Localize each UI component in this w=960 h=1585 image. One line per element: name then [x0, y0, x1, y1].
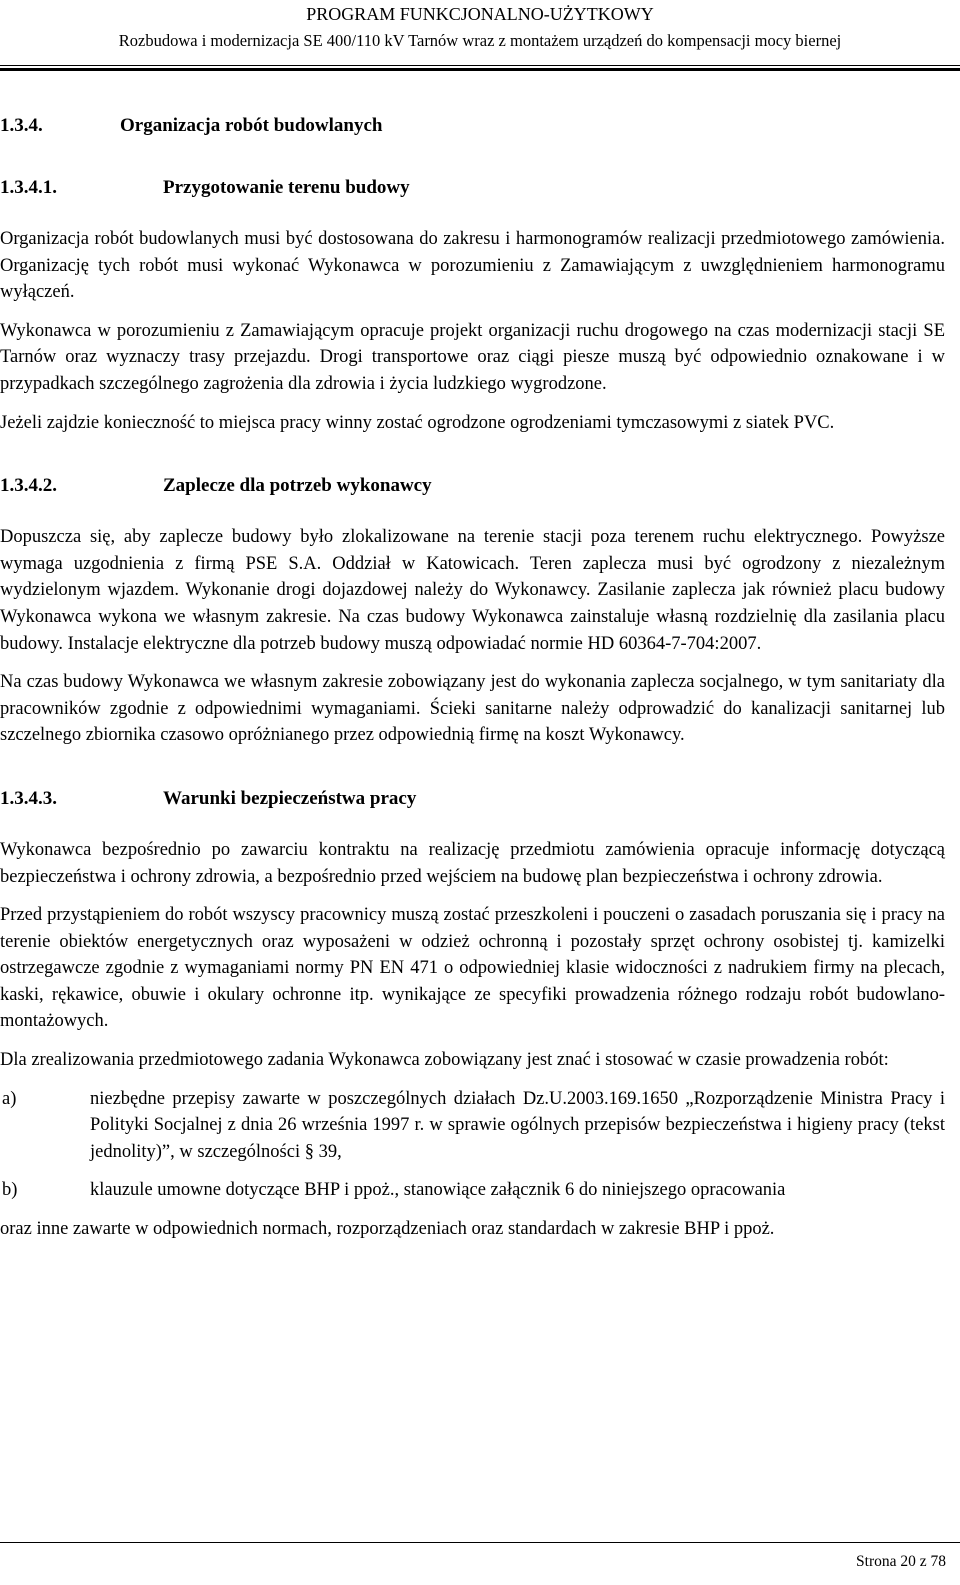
subsection-heading-1: [0, 176, 945, 200]
section-title: Organizacja robót budowlanych: [120, 115, 383, 136]
header-rule-thick: [0, 68, 960, 71]
header-subtitle: Rozbudowa i modernizacja SE 400/110 kV Tarnów wraz z montażem urządzeń do kompensacji mocy biernej: [118, 31, 842, 50]
paragraph: Na czas budowy Wykonawca we własnym zakresie zobowiązany jest do wykonania zaplecza socjalnego, w tym sanitariaty dla pracowników zgodnie z odpowiednimi wymaganiami. Ścieki sanitarne należy odprowadzić do kanalizacji sanitarnej lub szczelnego zbiornika czasowo opróżnianego przez odpowiednią firmę na koszt Wykonawcy.: [0, 672, 945, 746]
footer-rule: [0, 1542, 960, 1543]
subsection-number-3: 1.3.4.3.: [0, 787, 57, 809]
list-item-text: klauzule umowne dotyczące BHP i ppoż., stanowiące załącznik 6 do niniejszego opracowania: [90, 1180, 786, 1201]
subsection-title-1: Przygotowanie terenu budowy: [163, 177, 410, 198]
list-item: [0, 1086, 945, 1166]
page-number: Strona 20 z 78: [856, 1553, 946, 1570]
header-title: PROGRAM FUNKCJONALNO-UŻYTKOWY: [306, 4, 654, 24]
section-heading: [0, 114, 945, 138]
section-number: 1.3.4.: [0, 115, 43, 136]
list-item: [0, 1177, 945, 1204]
paragraph: Wykonawca w porozumieniu z Zamawiającym opracuje projekt organizacji ruchu drogowego na czas modernizacji stacji SE Tarnów oraz wyznaczy trasy przejazdu. Drogi transportowe oraz ciągi piesze muszą być odpowiednio oznakowane i w przypadkach szczególnego zagrożenia dla zdrowia i życia ludzkiego wygrodzone.: [0, 320, 945, 394]
subsection-title-3: Warunki bezpieczeństwa pracy: [163, 787, 417, 809]
subsection-heading-2: [0, 474, 945, 498]
regulations-list: [0, 1086, 945, 1204]
paragraph: oraz inne zawarte w odpowiednich normach, rozporządzeniach oraz standardach w zakresie BHP i ppoż.: [0, 1219, 775, 1240]
subsection-number-2: 1.3.4.2.: [0, 475, 57, 497]
paragraph: Dla zrealizowania przedmiotowego zadania Wykonawca zobowiązany jest znać i stosować w czasie prowadzenia robót:: [0, 1050, 889, 1071]
paragraph: Przed przystąpieniem do robót wszyscy pracownicy muszą zostać przeszkoleni i pouczeni o zasadach poruszania się i pracy na terenie obiektów energetycznych oraz wyposażeni w odzież ochronną i pozostały sprzęt ochrony osobistej tj. kamizelki ostrzegawcze zgodnie z wymaganiami normy PN EN 471 o odpowiedniej klasie widoczności z nadrukiem firmy na plecach, kaski, rękawice, obuwie i okulary ochronne itp. wynikające ze specyfiki prowadzenia różnego rodzaju robót budowlano-montażowych.: [0, 905, 945, 1032]
list-marker: a): [2, 1088, 17, 1109]
header-rule-thin: [0, 65, 960, 66]
subsection-heading-3: [0, 787, 945, 811]
subsection-title-2: Zaplecze dla potrzeb wykonawcy: [163, 475, 432, 497]
paragraph: Organizacja robót budowlanych musi być dostosowana do zakresu i harmonogramów realizacji przedmiotowego zamówienia. Organizację tych robót musi wykonać Wykonawca w porozumieniu z Zamawiającym z uwzględnieniem harmonogramu wyłączeń.: [0, 229, 945, 303]
list-marker: b): [2, 1180, 18, 1201]
paragraph: Dopuszcza się, aby zaplecze budowy było zlokalizowane na terenie stacji poza terenem ruchu elektrycznego. Powyższe wymaga uzgodnienia z firmą PSE S.A. Oddział w Katowicach. Teren zaplecza musi być ogrodzony z niezależnym wydzielonym wjazdem. Wykonanie drogi dojazdowej należy do Wykonawcy. Zasilanie zaplecza jak również placu budowy Wykonawca wykona we własnym zakresie. Na czas budowy Wykonawca zainstaluje własną rozdzielnię dla zasilania placu budowy. Instalacje elektryczne dla potrzeb budowy muszą odpowiadać normie HD 60364-7-704:2007.: [0, 527, 945, 654]
paragraph: Wykonawca bezpośrednio po zawarciu kontraktu na realizację przedmiotu zamówienia opracuje informację dotyczącą bezpieczeństwa i ochrony zdrowia, a bezpośrednio przed wejściem na budowę plan bezpieczeństwa i ochrony zdrowia.: [0, 839, 945, 887]
list-item-text: niezbędne przepisy zawarte w poszczególnych działach Dz.U.2003.169.1650 „Rozporządzenie Ministra Pracy i Polityki Socjalnej z dnia 26 września 1997 r. w sprawie ogólnych przepisów bezpieczeństwa i higieny pracy (tekst jednolity)”, w szczególności § 39,: [90, 1088, 945, 1162]
paragraph: Jeżeli zajdzie konieczność to miejsca pracy winny zostać ogrodzone ogrodzeniami tymczasowymi z siatek PVC.: [0, 412, 835, 433]
subsection-number-1: 1.3.4.1.: [0, 177, 57, 198]
document-body: [0, 114, 945, 1243]
